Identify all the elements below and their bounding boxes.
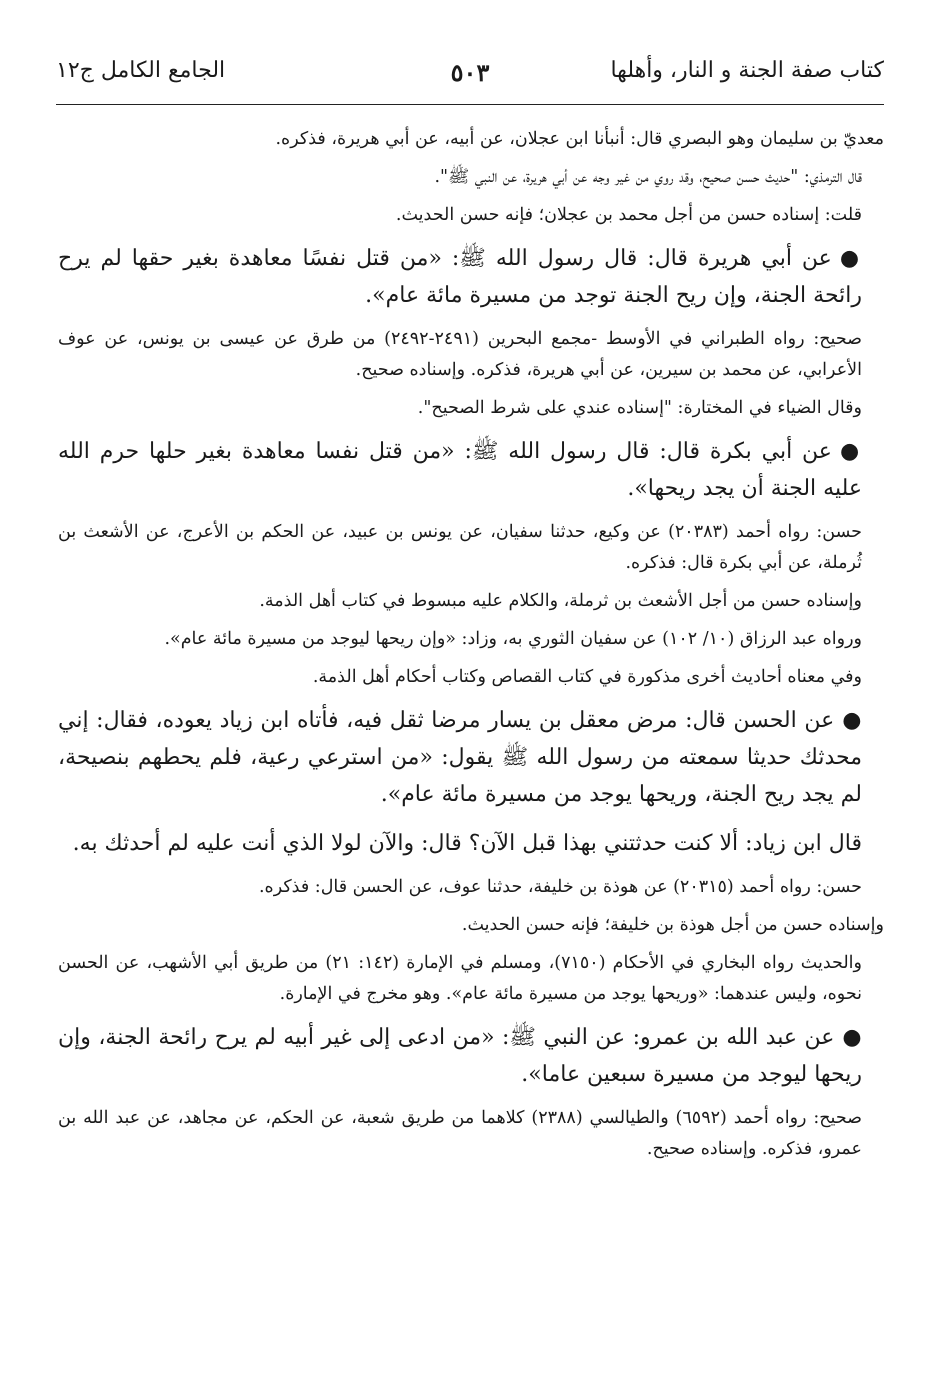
paragraph-text: حسن: رواه أحمد (٢٠٣٨٣) عن وكيع، حدثنا سفيان، عن يونس بن عبيد، عن الحكم بن الأعرج، عن الأشعث بن ثُرملة، عن أبي بكرة قال: فذكره. [58,522,863,573]
paragraph-text: وإسناده حسن من أجل هوذة بن خليفة؛ فإنه حسن الحديث. [461,915,884,935]
page-body [58,124,884,1172]
note-paragraph [58,517,884,586]
note-paragraph [58,124,884,162]
note-paragraph [58,393,884,431]
note-paragraph [58,910,884,948]
paragraph-text: وإسناده حسن من أجل الأشعث بن ثرملة، والكلام عليه مبسوط في كتاب أهل الذمة. [259,591,862,611]
note-paragraph [58,324,884,393]
bullet-icon: ● [842,1024,862,1050]
note-paragraph [58,872,884,910]
paragraph-text: صحيح: رواه الطبراني في الأوسط -مجمع البحرين (٢٤٩١-٢٤٩٢) من طرق عن عيسى بن يونس، عن عوف الأعرابي، عن محمد بن سيرين، عن أبي هريرة، فذكره. وإسناده صحيح. [58,329,862,380]
hadith-paragraph [58,1017,884,1103]
paragraph-text: ورواه عبد الرزاق (١٠/ ١٠٢) عن سفيان الثوري به، وزاد: «وإن ريحها ليوجد من مسيرة مائة عام». [164,629,862,649]
book-section-title: كتاب صفة الجنة و النار، وأهلها [610,58,884,83]
hadith-paragraph [58,700,884,823]
header-rule [56,104,884,105]
paragraph-text: عن أبي هريرة قال: قال رسول الله ﷺ: «من قتل نفسًا معاهدة بغير حقها لم يرح رائحة الجنة، وإن ريح الجنة توجد من مسيرة مائة عام». [58,246,862,308]
paragraph-text: قلت: إسناده حسن من أجل محمد بن عجلان؛ فإنه حسن الحديث. [395,205,862,225]
bullet-icon: ● [839,245,862,271]
bullet-icon: ● [839,438,862,464]
note-paragraph [58,200,884,238]
note-paragraph [58,662,884,700]
paragraph-text: عن الحسن قال: مرض معقل بن يسار مرضا ثقل فيه، فأتاه ابن زياد يعوده، فقال: إني محدثك حديثا سمعته من رسول الله ﷺ يقول: «من استرعي رعية، فلم يحطهم بنصيحة، لم يجد ريح الجنة، وريحها يوجد من مسيرة مائة عام». [58,708,862,807]
hadith-paragraph [58,238,884,324]
paragraph-text: والحديث رواه البخاري في الأحكام (٧١٥٠)، ومسلم في الإمارة (١٤٢: ٢١) من طريق أبي الأشهب، عن الحسن نحوه، وليس عندهما: «وريحها يوجد من مسيرة مائة عام». وهو مخرج في الإمارة. [58,953,862,1004]
bullet-icon: ● [842,707,862,733]
paragraph-text: معديّ بن سليمان وهو البصري قال: أنبأنا ابن عجلان، عن أبيه، عن أبي هريرة، فذكره. [275,129,884,149]
paragraph-text: حسن: رواه أحمد (٢٠٣١٥) عن هوذة بن خليفة، حدثنا عوف، عن الحسن قال: فذكره. [258,877,862,897]
paragraph-text: قال الترمذي: "حديث حسن صحيح، وقد روي من غير وجه عن أبي هريرة، عن النبي ﷺ". [434,167,862,187]
paragraph-text: صحيح: رواه أحمد (٦٥٩٢) والطيالسي (٢٣٨٨) كلاهما من طريق شعبة، عن الحكم، عن مجاهد، عن عبد الله بن عمرو، فذكره. وإسناده صحيح. [58,1108,862,1159]
hadith-paragraph [58,823,884,872]
note-paragraph [58,1103,884,1172]
paragraph-text: وقال الضياء في المختارة: "إسناده عندي على شرط الصحيح". [417,398,862,418]
note-paragraph [58,162,884,200]
page-header [56,58,884,96]
note-paragraph [58,624,884,662]
volume-title: الجامع الكامل ج١٢ [56,58,226,83]
hadith-paragraph [58,431,884,517]
paragraph-text: عن أبي بكرة قال: قال رسول الله ﷺ: «من قتل نفسا معاهدة بغير حلها حرم الله عليه الجنة أن يجد ريحها». [58,439,862,501]
note-paragraph [58,586,884,624]
note-paragraph [58,948,884,1017]
page-number: ٥٠٣ [450,58,490,87]
paragraph-text: وفي معناه أحاديث أخرى مذكورة في كتاب القصاص وكتاب أحكام أهل الذمة. [312,667,862,687]
paragraph-text: قال ابن زياد: ألا كنت حدثتني بهذا قبل الآن؟ قال: والآن لولا الذي أنت عليه لم أحدثك به. [72,831,862,856]
paragraph-text: عن عبد الله بن عمرو: عن النبي ﷺ: «من ادعى إلى غير أبيه لم يرح رائحة الجنة، وإن ريحها ليوجد من مسيرة سبعين عاما». [58,1025,862,1087]
